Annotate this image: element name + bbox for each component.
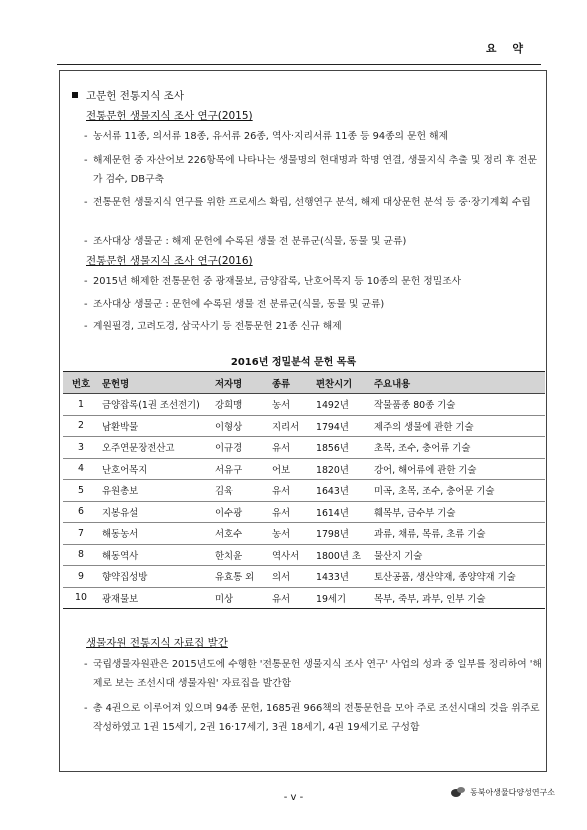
table-cell: 1643년 <box>313 480 371 502</box>
table-row <box>63 480 545 502</box>
table-cell: 역사서 <box>269 544 313 566</box>
study-2016-bullet: - 2015년 해제한 전통문헌 중 광재물보, 금양잡록, 난호어목지 등 10종의 문헌 정밀조사 <box>84 276 462 287</box>
organization-name: 동북아생물다양성연구소 <box>470 787 556 797</box>
study-2016-bullet: - 조사대상 생물군 : 문헌에 수록된 생물 전 분류군(식물, 동물 및 균류) <box>84 299 385 310</box>
table-row <box>63 523 545 545</box>
table-cell: 8 <box>63 544 99 566</box>
table-row <box>63 501 545 523</box>
study-2015-bullet: - 조사대상 생물군 : 해제 문헌에 수록된 생물 전 분류군(식물, 동물 및 균류) <box>84 236 407 247</box>
table-cell: 오주연문장전산고 <box>99 437 212 459</box>
table-cell: 김육 <box>212 480 269 502</box>
document-list-table <box>63 371 545 609</box>
table-cell: 1798년 <box>313 523 371 545</box>
section-heading <box>72 88 184 103</box>
table-cell: 미상 <box>212 587 269 609</box>
column-header: 주요내용 <box>371 372 545 394</box>
publication-bullet: - 국립생물자원관은 2015년도에 수행한 '전통문헌 생물지식 조사 연구' 사업의 성과 중 일부를 정리하여 '해제로 보는 조선시대 생물자원' 자료집을 발간함 <box>84 659 542 689</box>
table-cell: 이형상 <box>212 415 269 437</box>
page-number: - v - <box>283 792 304 803</box>
table-title: 2016년 정밀분석 문헌 목록 <box>230 357 357 368</box>
table-cell: 서호수 <box>212 523 269 545</box>
table-cell: 이수광 <box>212 501 269 523</box>
table-cell: 농서 <box>269 394 313 416</box>
table-cell: 19세기 <box>313 587 371 609</box>
table-cell: 해동역사 <box>99 544 212 566</box>
table-cell: 광재물보 <box>99 587 212 609</box>
table-cell: 남환박물 <box>99 415 212 437</box>
table-cell: 초목, 조수, 충어류 기술 <box>371 437 545 459</box>
column-header: 문헌명 <box>99 372 212 394</box>
table-cell: 강어, 해어류에 관한 기술 <box>371 458 545 480</box>
table-cell: 유서 <box>269 501 313 523</box>
table-cell: 1492년 <box>313 394 371 416</box>
table-row <box>63 458 545 480</box>
table-cell: 난호어목지 <box>99 458 212 480</box>
table-cell: 6 <box>63 501 99 523</box>
table-cell: 4 <box>63 458 99 480</box>
page-header-title: 요 약 <box>485 42 529 55</box>
table-cell: 해동농서 <box>99 523 212 545</box>
table-cell: 의서 <box>269 566 313 588</box>
table-cell: 1856년 <box>313 437 371 459</box>
column-header: 종류 <box>269 372 313 394</box>
table-cell: 금양잡록(1권 조선전기) <box>99 394 212 416</box>
table-row <box>63 437 545 459</box>
table-cell: 유원총보 <box>99 480 212 502</box>
table-row <box>63 544 545 566</box>
table-cell: 9 <box>63 566 99 588</box>
table-cell: 향약집성방 <box>99 566 212 588</box>
table-cell: 1800년 초 <box>313 544 371 566</box>
table-cell: 1433년 <box>313 566 371 588</box>
header-rule <box>57 64 541 65</box>
study-2016-title: 전통문헌 생물지식 조사 연구(2016) <box>86 255 253 267</box>
column-header: 저자명 <box>212 372 269 394</box>
table-cell: 과류, 채류, 목류, 초류 기술 <box>371 523 545 545</box>
table-row <box>63 394 545 416</box>
study-2015-bullet: - 전통문헌 생물지식 연구를 위한 프로세스 확립, 선행연구 분석, 해제 대상문헌 분석 등 중·장기계획 수립 <box>84 197 531 208</box>
publication-bullet: - 총 4권으로 이루어져 있으며 94종 문헌, 1685권 966책의 전통문헌을 모아 주로 조선시대의 것을 위주로 작성하였고 1권 15세기, 2권 16·17세기, 3권 18세기, 4권 19세기로 구성함 <box>84 703 540 733</box>
study-2015-title: 전통문헌 생물지식 조사 연구(2015) <box>86 110 253 122</box>
table-cell: 1820년 <box>313 458 371 480</box>
section-heading-text: 고문헌 전통지식 조사 <box>86 90 184 102</box>
table-cell: 3 <box>63 437 99 459</box>
table-cell: 훼목부, 금수부 기술 <box>371 501 545 523</box>
table-cell: 7 <box>63 523 99 545</box>
table-cell: 한치윤 <box>212 544 269 566</box>
table-row <box>63 587 545 609</box>
table-cell: 유서 <box>269 480 313 502</box>
publication-title: 생물자원 전통지식 자료집 발간 <box>86 637 228 649</box>
table-cell: 어보 <box>269 458 313 480</box>
table-header-row <box>63 372 545 394</box>
table-cell: 작물품종 80종 기술 <box>371 394 545 416</box>
study-2015-bullet: - 농서류 11종, 의서류 18종, 유서류 26종, 역사·지리서류 11종 등 94종의 문헌 해제 <box>84 131 449 142</box>
leaf-logo-icon <box>450 785 466 799</box>
table-cell: 목부, 죽부, 과부, 인부 기술 <box>371 587 545 609</box>
table-cell: 1794년 <box>313 415 371 437</box>
table-cell: 1614년 <box>313 501 371 523</box>
table-cell: 서유구 <box>212 458 269 480</box>
table-row <box>63 415 545 437</box>
table-cell: 미곡, 초목, 조수, 충어문 기술 <box>371 480 545 502</box>
table-cell: 토산공품, 생산약재, 종양약재 기술 <box>371 566 545 588</box>
table-cell: 물산지 기술 <box>371 544 545 566</box>
table-cell: 유서 <box>269 587 313 609</box>
column-header: 번호 <box>63 372 99 394</box>
table-cell: 이규경 <box>212 437 269 459</box>
table-cell: 지봉유설 <box>99 501 212 523</box>
table-cell: 유효통 외 <box>212 566 269 588</box>
square-bullet-icon <box>72 92 78 98</box>
table-cell: 10 <box>63 587 99 609</box>
table-row <box>63 566 545 588</box>
study-2015-bullet: - 해제문헌 중 자산어보 226항목에 나타나는 생물명의 현대명과 학명 연결, 생물지식 추출 및 정리 후 전문가 검수, DB구축 <box>84 155 537 185</box>
organization-logo <box>450 785 555 799</box>
table-cell: 2 <box>63 415 99 437</box>
table-cell: 제주의 생물에 관한 기술 <box>371 415 545 437</box>
table-cell: 유서 <box>269 437 313 459</box>
study-2016-bullet: - 계원필경, 고려도경, 삼국사기 등 전통문헌 21종 신규 해제 <box>84 321 342 332</box>
column-header: 편찬시기 <box>313 372 371 394</box>
table-cell: 강희맹 <box>212 394 269 416</box>
table-cell: 지리서 <box>269 415 313 437</box>
table-cell: 1 <box>63 394 99 416</box>
table-cell: 농서 <box>269 523 313 545</box>
table-cell: 5 <box>63 480 99 502</box>
